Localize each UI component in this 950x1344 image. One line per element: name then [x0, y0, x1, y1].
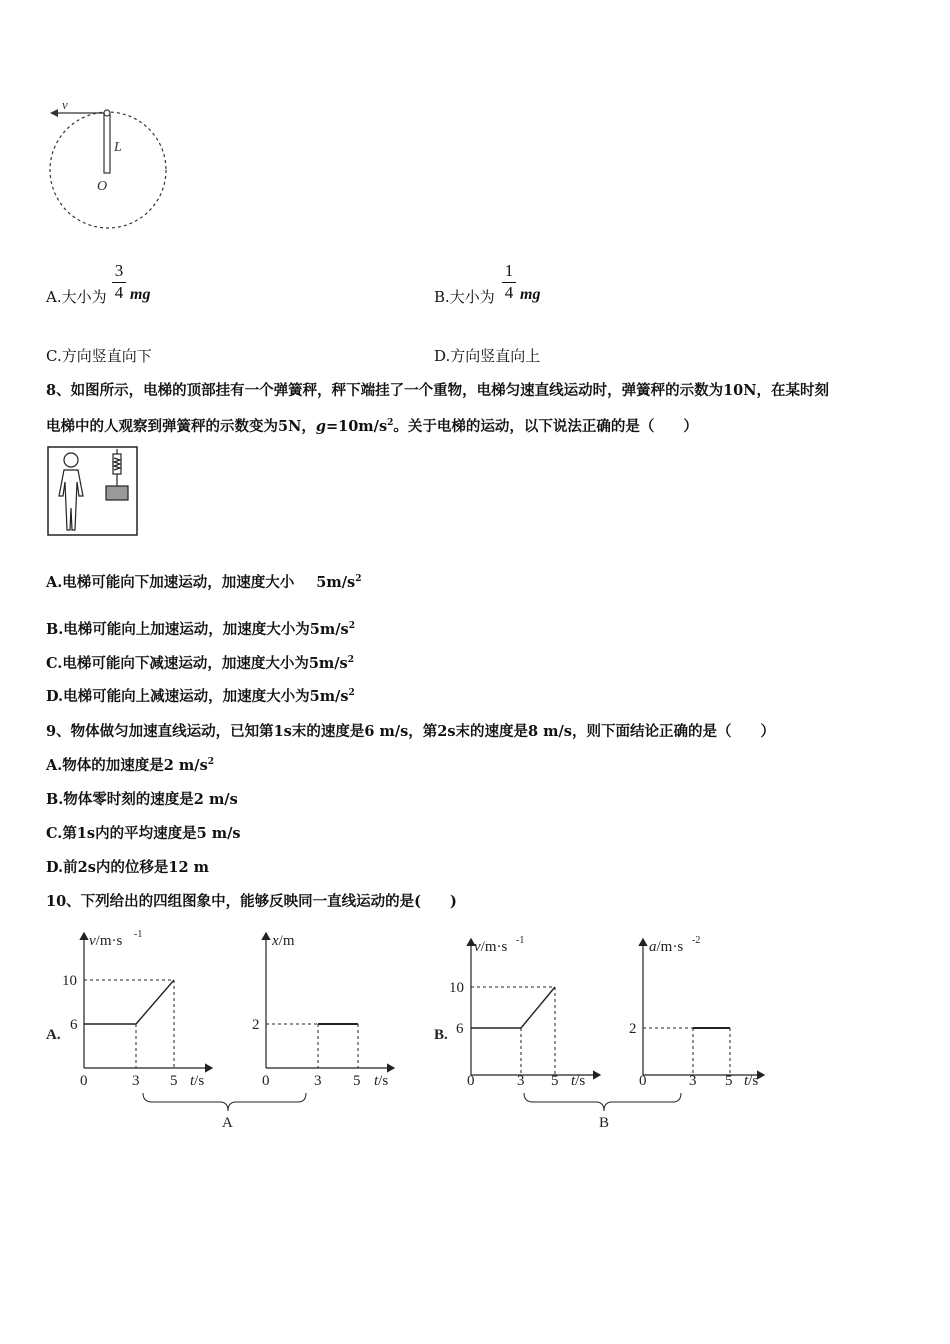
- person-icon: [59, 453, 83, 530]
- graph-a-xt-ytick-2: 2: [252, 1017, 260, 1033]
- graph-a-vt-xtick-3: 3: [132, 1073, 140, 1089]
- q7-option-c: C.方向竖直向下: [46, 347, 152, 365]
- q8-option-d: D.电梯可能向上减速运动，加速度大小为$5m/s^2$: [46, 688, 355, 705]
- svg-text:v/m·s: v/m·s: [89, 933, 123, 949]
- q7-option-b-fraction: 1 4: [502, 261, 516, 303]
- q8-option-a: A.电梯可能向下加速运动，加速度大小 $5m/s^2$: [46, 574, 362, 591]
- graph-a-xt: [266, 933, 394, 1068]
- q7-option-d: D.方向竖直向上: [434, 347, 541, 365]
- q9-stem: 9、物体做匀加速直线运动，已知第1s末的速度是6 m/s，第2s末的速度是8 m/s，则下面结论正确的是（ ）: [46, 723, 775, 740]
- q9-option-d: D.前2s内的位移是12 m: [46, 859, 209, 876]
- graph-a-vt-ytick-6: 6: [70, 1017, 78, 1033]
- q7-option-b-unit: mg: [520, 286, 541, 303]
- q9-option-b: B.物体零时刻的速度是2 m/s: [46, 791, 238, 808]
- svg-text:t/s: t/s: [571, 1073, 586, 1089]
- graph-a-vt-xtick-5: 5: [170, 1073, 178, 1089]
- graph-b-vt-ytick-6: 6: [456, 1021, 464, 1037]
- svg-text:t/s: t/s: [744, 1073, 759, 1089]
- group-a-brace: [143, 1093, 306, 1111]
- elevator-figure: [47, 446, 139, 538]
- svg-text:t/s: t/s: [190, 1073, 205, 1089]
- graph-b-vt: [471, 939, 600, 1075]
- center-label: O: [97, 179, 108, 194]
- graph-b-at-xtick-5: 5: [725, 1073, 733, 1089]
- q8-option-b: B.电梯可能向上加速运动，加速度大小为$5m/s^2$: [46, 621, 355, 638]
- svg-text:x/m: x/m: [272, 933, 295, 949]
- graph-b-vt-yexp: -1: [516, 935, 525, 946]
- q10-stem: 10、下列给出的四组图象中，能够反映同一直线运动的是( ): [46, 893, 457, 910]
- q8-stem-line1: 8、如图所示，电梯的顶部挂有一个弹簧秤，秤下端挂了一个重物，电梯匀速直线运动时，弹簧秤的示数为10N，在某时刻: [46, 382, 830, 399]
- q7-option-a-fraction: 3 4: [112, 261, 126, 303]
- svg-text:a/m·s: a/m·s: [649, 939, 684, 955]
- graph-b-at-xtick-0: 0: [639, 1073, 647, 1089]
- circular-motion-figure: [40, 95, 180, 240]
- graph-a-vt: [84, 933, 212, 1068]
- graph-a-xt-xtick-0: 0: [262, 1073, 270, 1089]
- graph-a-vt-ytick-10: 10: [62, 973, 77, 989]
- spring-scale-icon: [106, 449, 128, 500]
- graph-b-at: [643, 939, 764, 1075]
- q7-option-a: A.大小为: [46, 288, 107, 306]
- graph-a-xt-xtick-5: 5: [353, 1073, 361, 1089]
- q7-option-b: B.大小为: [434, 288, 495, 306]
- velocity-label: v: [62, 97, 68, 112]
- group-a-option: A.: [46, 1027, 61, 1043]
- graph-a-xt-xtick-3: 3: [314, 1073, 322, 1089]
- graph-b-vt-xtick-3: 3: [517, 1073, 525, 1089]
- graph-b-vt-xtick-5: 5: [551, 1073, 559, 1089]
- length-label: L: [114, 140, 122, 155]
- graph-b-at-ytick-2: 2: [629, 1021, 637, 1037]
- q9-option-c: C.第1s内的平均速度是5 m/s: [46, 825, 241, 842]
- svg-text:t/s: t/s: [374, 1073, 389, 1089]
- graph-b-vt-ytick-10: 10: [449, 980, 464, 996]
- graph-a-vt-yexp: -1: [134, 929, 143, 940]
- q10-graphs: [40, 925, 780, 1135]
- q7-option-a-unit: mg: [130, 286, 151, 303]
- graph-b-at-yexp: -2: [692, 935, 701, 946]
- q8-option-c: C.电梯可能向下减速运动，加速度大小为$5m/s^2$: [46, 655, 354, 672]
- q8-stem-line2: 电梯中的人观察到弹簧秤的示数变为5N，$g=10m/s^2$。关于电梯的运动，以下说法正确的是（ ）: [46, 418, 698, 435]
- graph-b-at-xtick-3: 3: [689, 1073, 697, 1089]
- group-b-option: B.: [434, 1027, 448, 1043]
- group-a-brace-label: A: [222, 1115, 233, 1131]
- svg-text:v/m·s: v/m·s: [474, 939, 508, 955]
- graph-b-vt-xtick-0: 0: [467, 1073, 475, 1089]
- group-b-brace-label: B: [599, 1115, 610, 1131]
- q9-option-a: A.物体的加速度是2 $m/s^2$: [46, 757, 215, 774]
- group-b-brace: [524, 1093, 681, 1111]
- graph-a-vt-xtick-0: 0: [80, 1073, 88, 1089]
